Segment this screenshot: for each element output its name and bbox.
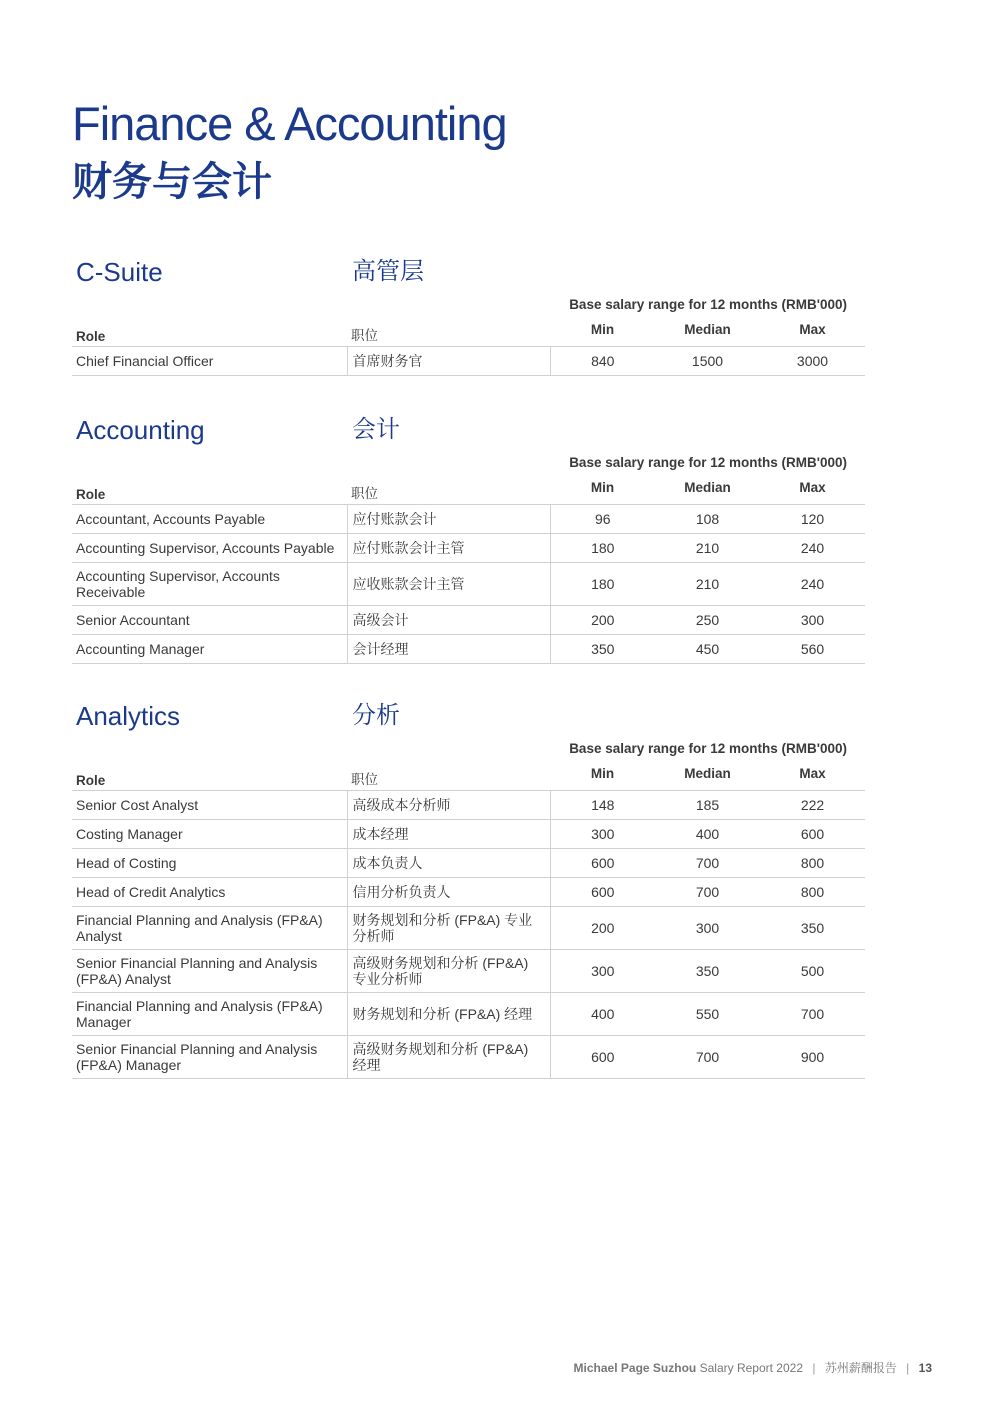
section-heading: [72, 414, 864, 454]
footer-report: Salary Report 2022: [699, 1361, 803, 1375]
header-role: Role: [72, 480, 347, 505]
median-cell: 550: [655, 993, 760, 1036]
max-cell: 560: [760, 635, 865, 664]
role-cn-cell: 财务规划和分析 (FP&A) 经理: [347, 993, 550, 1036]
section-title-en: Accounting: [76, 415, 205, 445]
role-cn-cell: 成本负责人: [347, 849, 550, 878]
role-cn-cell: 会计经理: [347, 635, 550, 664]
max-cell: 900: [760, 1036, 865, 1079]
role-cell: Head of Costing: [72, 849, 347, 878]
role-cell: Accounting Supervisor, Accounts Payable: [72, 534, 347, 563]
header-role: Role: [72, 766, 347, 791]
role-cell: Accounting Supervisor, Accounts Receivable: [72, 563, 347, 606]
table-row: [72, 849, 865, 878]
salary-table: [72, 322, 865, 376]
median-cell: 700: [655, 1036, 760, 1079]
role-cn-cell: 财务规划和分析 (FP&A) 专业分析师: [347, 907, 550, 950]
footer-separator: |: [812, 1361, 816, 1375]
role-cn-cell: 首席财务官: [347, 347, 550, 376]
median-cell: 350: [655, 950, 760, 993]
table-row: [72, 505, 865, 534]
header-min: Min: [550, 322, 655, 347]
min-cell: 600: [550, 849, 655, 878]
role-cn-cell: 高级会计: [347, 606, 550, 635]
min-cell: 200: [550, 606, 655, 635]
median-cell: 210: [655, 534, 760, 563]
table-row: [72, 635, 865, 664]
section-heading: [72, 256, 864, 296]
footer-report-cn: 苏州薪酬报告: [824, 1361, 897, 1375]
max-cell: 350: [760, 907, 865, 950]
max-cell: 300: [760, 606, 865, 635]
max-cell: 120: [760, 505, 865, 534]
median-cell: 700: [655, 878, 760, 907]
role-cell: Costing Manager: [72, 820, 347, 849]
footer-separator: |: [906, 1361, 910, 1375]
role-cn-cell: 高级成本分析师: [347, 791, 550, 820]
median-cell: 400: [655, 820, 760, 849]
role-cell: Chief Financial Officer: [72, 347, 347, 376]
median-cell: 185: [655, 791, 760, 820]
header-max: Max: [760, 766, 865, 791]
salary-range-caption: Base salary range for 12 months (RMB'000): [569, 741, 847, 756]
min-cell: 840: [550, 347, 655, 376]
min-cell: 200: [550, 907, 655, 950]
min-cell: 148: [550, 791, 655, 820]
median-cell: 210: [655, 563, 760, 606]
page-title-en: Finance & Accounting: [72, 97, 507, 150]
role-cell: Senior Financial Planning and Analysis (FP&A) Analyst: [72, 950, 347, 993]
role-cell: Financial Planning and Analysis (FP&A) Analyst: [72, 907, 347, 950]
header-role: Role: [72, 322, 347, 347]
table-header-row: [72, 322, 865, 347]
max-cell: 222: [760, 791, 865, 820]
role-cn-cell: 应付账款会计: [347, 505, 550, 534]
salary-table: [72, 766, 865, 1079]
table-row: [72, 347, 865, 376]
salary-table: [72, 480, 865, 664]
median-cell: 1500: [655, 347, 760, 376]
header-min: Min: [550, 766, 655, 791]
role-cell: Senior Cost Analyst: [72, 791, 347, 820]
table-row: [72, 878, 865, 907]
section-c-suite: [72, 256, 864, 376]
min-cell: 180: [550, 534, 655, 563]
role-cn-cell: 成本经理: [347, 820, 550, 849]
max-cell: 800: [760, 849, 865, 878]
table-row: [72, 606, 865, 635]
min-cell: 350: [550, 635, 655, 664]
header-median: Median: [655, 766, 760, 791]
max-cell: 800: [760, 878, 865, 907]
max-cell: 700: [760, 993, 865, 1036]
section-title-cn: 分析: [352, 702, 400, 729]
role-cn-cell: 应收账款会计主管: [347, 563, 550, 606]
table-row: [72, 907, 865, 950]
table-header-row: [72, 480, 865, 505]
median-cell: 700: [655, 849, 760, 878]
role-cn-cell: 应付账款会计主管: [347, 534, 550, 563]
median-cell: 300: [655, 907, 760, 950]
table-row: [72, 1036, 865, 1079]
header-role-cn: 职位: [347, 480, 550, 505]
header-max: Max: [760, 480, 865, 505]
median-cell: 450: [655, 635, 760, 664]
table-row: [72, 563, 865, 606]
role-cell: Head of Credit Analytics: [72, 878, 347, 907]
min-cell: 400: [550, 993, 655, 1036]
section-title-en: C-Suite: [76, 257, 163, 287]
role-cell: Senior Accountant: [72, 606, 347, 635]
role-cell: Accountant, Accounts Payable: [72, 505, 347, 534]
table-header-row: [72, 766, 865, 791]
table-row: [72, 534, 865, 563]
page-title-cn: 财务与会计: [72, 160, 272, 204]
min-cell: 180: [550, 563, 655, 606]
max-cell: 3000: [760, 347, 865, 376]
page-title: [72, 96, 507, 208]
table-row: [72, 993, 865, 1036]
section-heading: [72, 700, 864, 740]
salary-range-caption: Base salary range for 12 months (RMB'000): [569, 455, 847, 470]
page-number: 13: [918, 1361, 932, 1375]
min-cell: 300: [550, 820, 655, 849]
median-cell: 250: [655, 606, 760, 635]
median-cell: 108: [655, 505, 760, 534]
role-cn-cell: 信用分析负责人: [347, 878, 550, 907]
header-role-cn: 职位: [347, 322, 550, 347]
table-row: [72, 791, 865, 820]
role-cell: Financial Planning and Analysis (FP&A) Manager: [72, 993, 347, 1036]
section-accounting: [72, 414, 864, 664]
table-row: [72, 820, 865, 849]
min-cell: 300: [550, 950, 655, 993]
max-cell: 600: [760, 820, 865, 849]
min-cell: 600: [550, 878, 655, 907]
max-cell: 500: [760, 950, 865, 993]
max-cell: 240: [760, 534, 865, 563]
min-cell: 96: [550, 505, 655, 534]
role-cn-cell: 高级财务规划和分析 (FP&A) 经理: [347, 1036, 550, 1079]
section-analytics: [72, 700, 864, 1079]
header-role-cn: 职位: [347, 766, 550, 791]
role-cell: Senior Financial Planning and Analysis (FP&A) Manager: [72, 1036, 347, 1079]
section-title-cn: 会计: [352, 416, 400, 443]
header-median: Median: [655, 322, 760, 347]
role-cn-cell: 高级财务规划和分析 (FP&A) 专业分析师: [347, 950, 550, 993]
max-cell: 240: [760, 563, 865, 606]
header-max: Max: [760, 322, 865, 347]
section-title-cn: 高管层: [352, 258, 424, 285]
table-row: [72, 950, 865, 993]
page-footer: [574, 1359, 932, 1376]
header-min: Min: [550, 480, 655, 505]
footer-brand: Michael Page Suzhou: [573, 1361, 697, 1375]
min-cell: 600: [550, 1036, 655, 1079]
salary-range-caption: Base salary range for 12 months (RMB'000): [569, 297, 847, 312]
header-median: Median: [655, 480, 760, 505]
section-title-en: Analytics: [76, 701, 181, 731]
role-cell: Accounting Manager: [72, 635, 347, 664]
